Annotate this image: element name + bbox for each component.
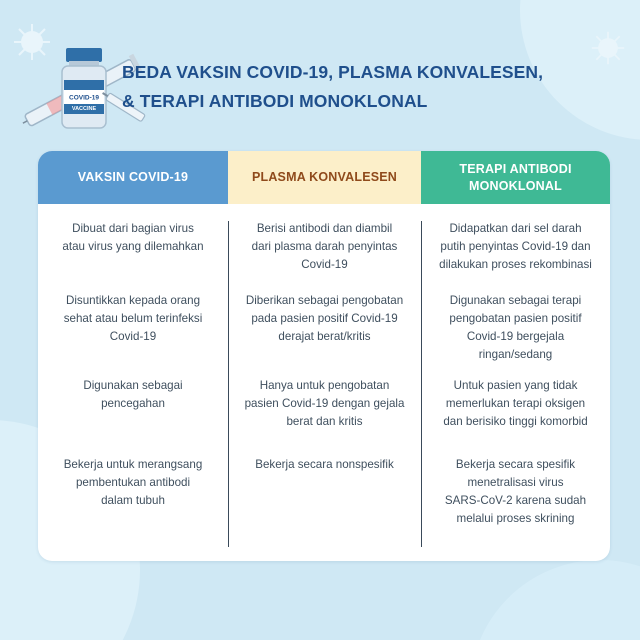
cell-line: menetralisasi virus: [467, 476, 564, 489]
cell-line: Berisi antibodi dan diambil: [256, 222, 393, 235]
table-cell: [228, 220, 421, 274]
header-line: TERAPI ANTIBODI: [459, 161, 572, 176]
cell-line: dilakukan proses rekombinasi: [439, 258, 592, 271]
vial-label: VACCINE: [71, 106, 97, 112]
cell-line: pencegahan: [101, 397, 165, 410]
title-line: BEDA VAKSIN COVID-19, PLASMA KONVALESEN,: [122, 62, 544, 82]
comparison-table: [38, 151, 610, 561]
background-circle: [470, 560, 640, 640]
table-cell: [38, 220, 228, 256]
column-header-plasma: [228, 151, 421, 204]
cell-line: sehat atau belum terinfeksi: [63, 312, 203, 325]
column-header-antibodi: [421, 151, 610, 204]
table-cell: [228, 377, 421, 431]
cell-line: Covid-19 bergejala: [466, 330, 565, 343]
cell-line: Diberikan sebagai pengobatan: [245, 294, 404, 307]
table-cell: [421, 456, 610, 528]
table-cell: [421, 377, 610, 431]
cell-line: Didapatkan dari sel darah: [449, 222, 582, 235]
cell-line: dalam tubuh: [101, 494, 165, 507]
table-cell: [38, 456, 228, 510]
vial-label: COVID-19: [69, 94, 99, 102]
table-cell: [421, 220, 610, 274]
cell-line: Bekerja secara spesifik: [455, 458, 576, 471]
cell-line: Dibuat dari bagian virus: [72, 222, 194, 235]
cell-line: melalui proses skrining: [456, 512, 575, 525]
table-cell: [38, 292, 228, 346]
table-cell: [421, 292, 610, 364]
table-cell: [228, 456, 421, 474]
cell-line: dari plasma darah penyintas: [251, 240, 398, 253]
cell-line: Covid-19: [301, 258, 348, 271]
cell-line: derajat berat/kritis: [278, 330, 371, 343]
cell-line: pengobatan pasien positif: [449, 312, 582, 325]
cell-line: Hanya untuk pengobatan: [259, 379, 390, 392]
cell-line: Bekerja untuk merangsang: [63, 458, 203, 471]
table-cell: [38, 377, 228, 413]
table-cell: [228, 292, 421, 346]
cell-line: pada pasien positif Covid-19: [251, 312, 398, 325]
cell-line: Digunakan sebagai terapi: [449, 294, 582, 307]
cell-line: Covid-19: [109, 330, 157, 343]
cell-line: memerlukan terapi oksigen: [445, 397, 586, 410]
cell-line: Disuntikkan kepada orang: [65, 294, 201, 307]
cell-line: SARS-CoV-2 karena sudah: [444, 494, 587, 507]
cell-line: Bekerja secara nonspesifik: [255, 458, 394, 471]
cell-line: putih penyintas Covid-19 dan: [440, 240, 591, 253]
header: [0, 0, 640, 140]
cell-line: pasien Covid-19 dengan gejala: [244, 397, 405, 410]
cell-line: dan berisiko tinggi komorbid: [443, 415, 588, 428]
page-title: [122, 58, 622, 116]
cell-line: pembentukan antibodi: [75, 476, 191, 489]
cell-line: Untuk pasien yang tidak: [453, 379, 578, 392]
header-line: PLASMA KONVALESEN: [251, 170, 398, 184]
cell-line: ringan/sedang: [478, 348, 553, 361]
header-line: MONOKLONAL: [469, 178, 562, 193]
cell-line: Digunakan sebagai: [83, 379, 183, 392]
title-line: & TERAPI ANTIBODI MONOKLONAL: [122, 91, 428, 111]
cell-line: berat dan kritis: [286, 415, 363, 428]
header-line: VAKSIN COVID-19: [77, 170, 189, 184]
column-header-vaksin: [38, 151, 228, 204]
cell-line: atau virus yang dilemahkan: [62, 240, 204, 253]
